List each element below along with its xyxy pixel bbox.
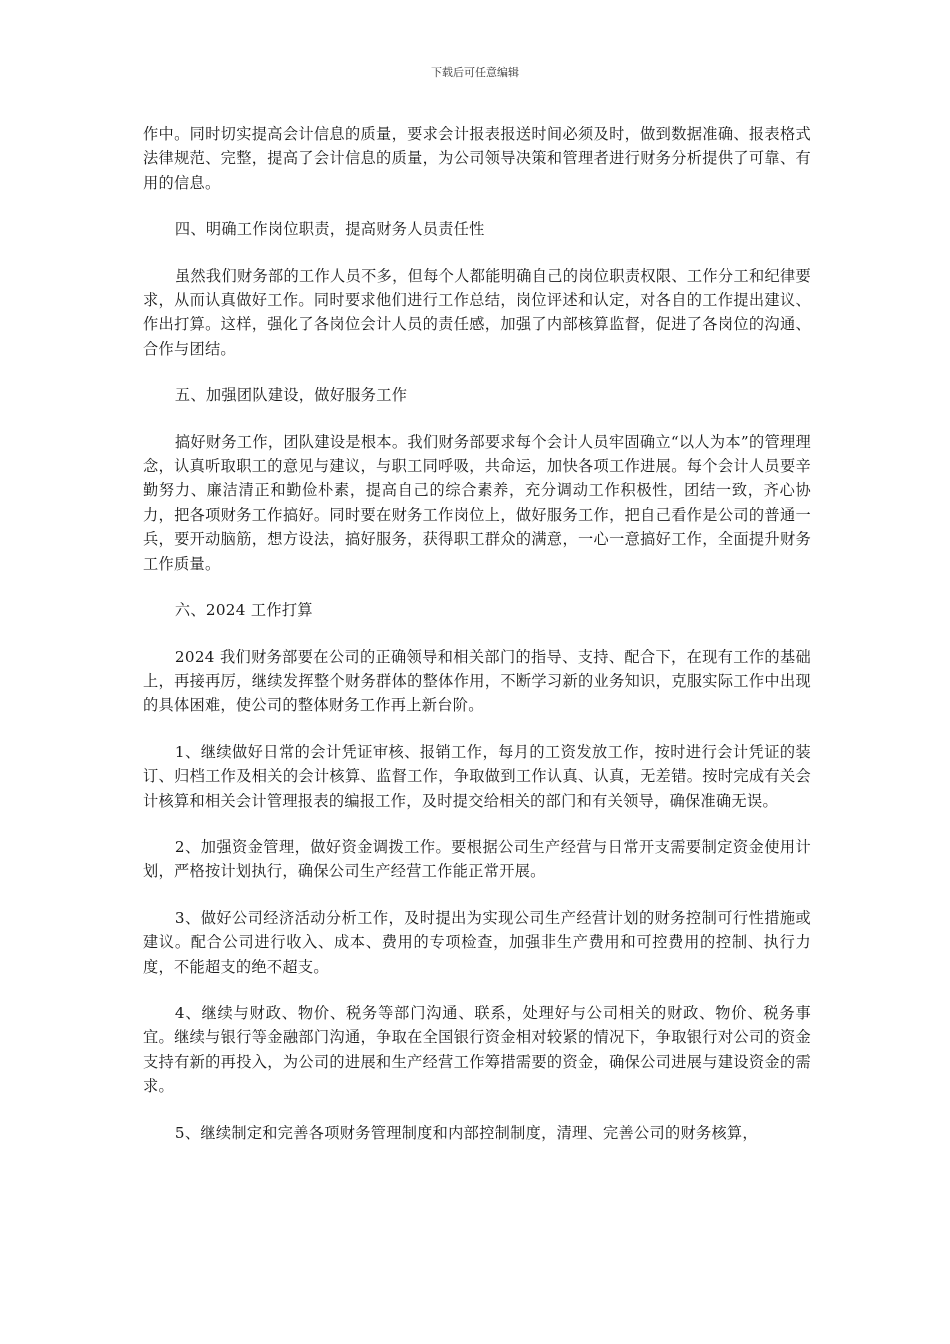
section-heading-4: 四、明确工作岗位职责，提高财务人员责任性 <box>174 220 485 239</box>
document-body <box>143 122 811 1167</box>
plan-item-4: 4、继续与财政、物价、税务等部门沟通、联系，处理好与公司相关的财政、物价、税务事宜。继续与银行等金融部门沟通，争取在全国银行资金相对较紧的情况下，争取银行对公司的资金支持有新的再投入，为公司的进展和生产经营工作筹措需要的资金，确保公司进展与建设资金的需求。 <box>143 1003 811 1096</box>
page-header-note: 下载后可任意编辑 <box>431 66 519 79</box>
paragraph-team-building: 搞好财务工作，团队建设是根本。我们财务部要求每个会计人员牢固确立“以人为本”的管理理念，认真听取职工的意见与建议，与职工同呼吸，共命运，加快各项工作进展。每个会计人员要辛勤努力、廉洁清正和勤俭朴素，提高自己的综合素养，充分调动工作积极性，团结一致，齐心协力，把各项财务工作搞好。同时要在财务工作岗位上，做好服务工作，把自己看作是公司的普通一兵，要开动脑筋，想方设法，搞好服务，获得职工群众的满意，一心一意搞好工作，全面提升财务工作质量。 <box>143 432 811 573</box>
paragraph-continuation: 作中。同时切实提高会计信息的质量，要求会计报表报送时间必须及时，做到数据准确、报表格式法律规范、完整，提高了会计信息的质量，为公司领导决策和管理者进行财务分析提供了可靠、有用的信息。 <box>143 125 811 192</box>
section-heading-5: 五、加强团队建设，做好服务工作 <box>174 386 408 405</box>
plan-item-5: 5、继续制定和完善各项财务管理制度和内部控制制度，清理、完善公司的财务核算， <box>174 1123 758 1142</box>
plan-item-3: 3、做好公司经济活动分析工作，及时提出为实现公司生产经营计划的财务控制可行性措施或建议。配合公司进行收入、成本、费用的专项检查，加强非生产费用和可控费用的控制、执行力度，不能超支的绝不超支。 <box>143 908 811 976</box>
section-heading-6: 六、2024 工作打算 <box>174 601 313 620</box>
paragraph-responsibility: 虽然我们财务部的工作人员不多，但每个人都能明确自己的岗位职责权限、工作分工和纪律要求，从而认真做好工作。同时要求他们进行工作总结，岗位评述和认定，对各自的工作提出建议、作出打算。这样，强化了各岗位会计人员的责任感，加强了内部核算监督，促进了各岗位的沟通、合作与团结。 <box>143 266 811 358</box>
plan-item-1: 1、继续做好日常的会计凭证审核、报销工作，每月的工资发放工作，按时进行会计凭证的装订、归档工作及相关的会计核算、监督工作，争取做到工作认真、认真，无差错。按时完成有关会计核算和相关会计管理报表的编报工作，及时提交给相关的部门和有关领导，确保准确无误。 <box>143 742 811 810</box>
paragraph-plan-intro: 2024 我们财务部要在公司的正确领导和相关部门的指导、支持、配合下，在现有工作的基础上，再接再厉，继续发挥整个财务群体的整体作用，不断学习新的业务知识，克服实际工作中出现的具体困难，使公司的整体财务工作再上新台阶。 <box>143 647 811 715</box>
plan-item-2: 2、加强资金管理，做好资金调拨工作。要根据公司生产经营与日常开支需要制定资金使用计划，严格按计划执行，确保公司生产经营工作能正常开展。 <box>143 837 811 881</box>
